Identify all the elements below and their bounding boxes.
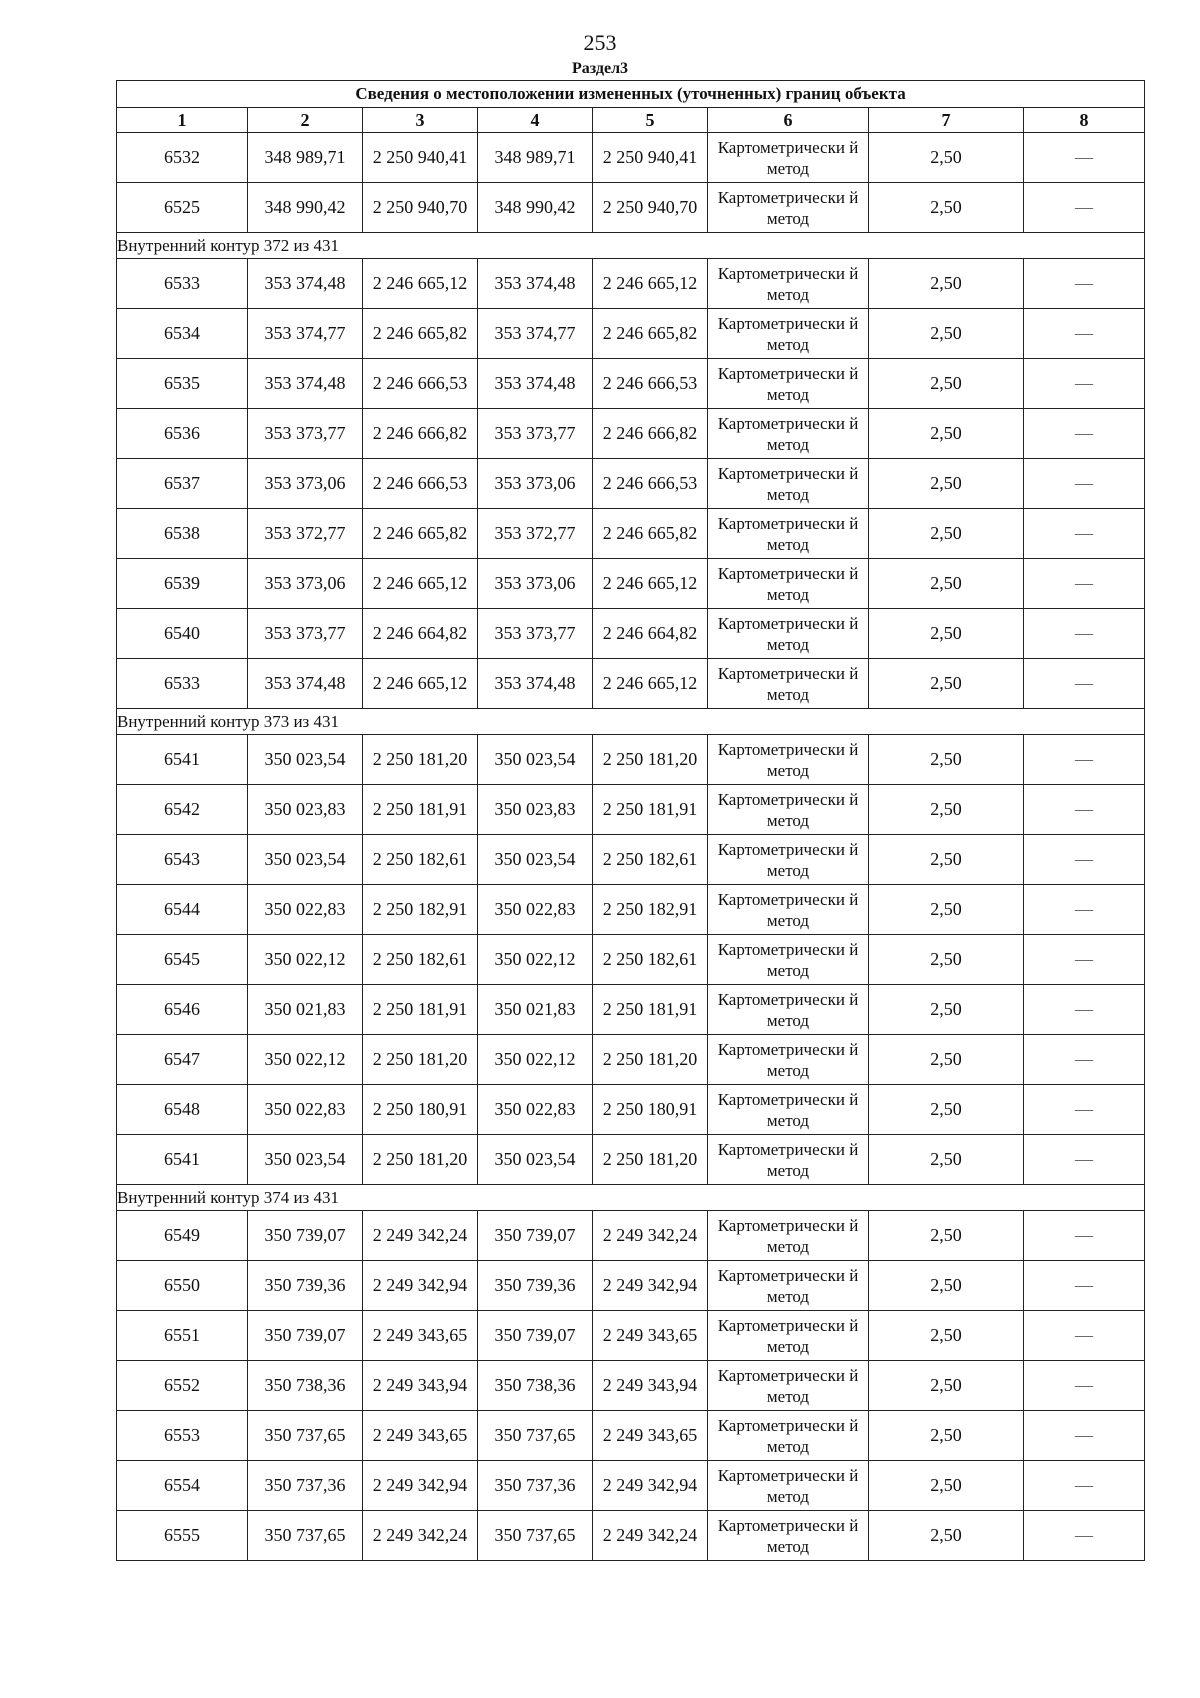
point-number-cell: 6552 xyxy=(117,1361,248,1411)
table-row xyxy=(117,935,1145,985)
table-row xyxy=(117,735,1145,785)
column-header: 7 xyxy=(869,108,1024,133)
column-header: 4 xyxy=(478,108,593,133)
point-number-cell: 6544 xyxy=(117,885,248,935)
x-coord-new-cell: 350 023,54 xyxy=(478,835,593,885)
x-coord-old-cell: 350 023,54 xyxy=(248,1135,363,1185)
x-coord-new-cell: 350 022,12 xyxy=(478,935,593,985)
y-coord-new-cell: 2 250 181,20 xyxy=(593,1035,708,1085)
y-coord-old-cell: 2 249 342,94 xyxy=(363,1461,478,1511)
table-row xyxy=(117,1411,1145,1461)
point-number-cell: 6535 xyxy=(117,359,248,409)
y-coord-old-cell: 2 246 665,82 xyxy=(363,509,478,559)
method-cell: Картометрически й метод xyxy=(708,609,869,659)
point-number-cell: 6537 xyxy=(117,459,248,509)
table-row xyxy=(117,259,1145,309)
x-coord-new-cell: 353 373,06 xyxy=(478,459,593,509)
method-cell: Картометрически й метод xyxy=(708,1311,869,1361)
table-row xyxy=(117,985,1145,1035)
x-coord-old-cell: 350 023,54 xyxy=(248,735,363,785)
description-cell: — xyxy=(1024,785,1145,835)
description-cell: — xyxy=(1024,1135,1145,1185)
y-coord-old-cell: 2 250 181,20 xyxy=(363,1035,478,1085)
method-cell: Картометрически й метод xyxy=(708,559,869,609)
accuracy-cell: 2,50 xyxy=(869,359,1024,409)
x-coord-old-cell: 353 373,06 xyxy=(248,459,363,509)
y-coord-new-cell: 2 250 940,70 xyxy=(593,183,708,233)
accuracy-cell: 2,50 xyxy=(869,1085,1024,1135)
point-number-cell: 6549 xyxy=(117,1211,248,1261)
x-coord-new-cell: 350 021,83 xyxy=(478,985,593,1035)
x-coord-new-cell: 353 373,06 xyxy=(478,559,593,609)
x-coord-old-cell: 350 739,07 xyxy=(248,1211,363,1261)
y-coord-new-cell: 2 249 343,65 xyxy=(593,1411,708,1461)
x-coord-new-cell: 353 374,48 xyxy=(478,359,593,409)
x-coord-old-cell: 350 022,83 xyxy=(248,885,363,935)
table-caption-row xyxy=(117,81,1145,108)
contour-header-row xyxy=(117,709,1145,735)
x-coord-new-cell: 350 739,36 xyxy=(478,1261,593,1311)
description-cell: — xyxy=(1024,1361,1145,1411)
description-cell: — xyxy=(1024,1085,1145,1135)
description-cell: — xyxy=(1024,359,1145,409)
table-row xyxy=(117,1135,1145,1185)
table-row xyxy=(117,509,1145,559)
description-cell: — xyxy=(1024,559,1145,609)
y-coord-old-cell: 2 246 665,12 xyxy=(363,559,478,609)
accuracy-cell: 2,50 xyxy=(869,1211,1024,1261)
table-row xyxy=(117,559,1145,609)
point-number-cell: 6532 xyxy=(117,133,248,183)
point-number-cell: 6542 xyxy=(117,785,248,835)
table-caption: Сведения о местоположении измененных (уточненных) границ объекта xyxy=(117,81,1145,108)
section-title: Раздел3 xyxy=(571,60,629,77)
accuracy-cell: 2,50 xyxy=(869,183,1024,233)
y-coord-new-cell: 2 249 342,94 xyxy=(593,1261,708,1311)
accuracy-cell: 2,50 xyxy=(869,659,1024,709)
description-cell: — xyxy=(1024,985,1145,1035)
column-header: 5 xyxy=(593,108,708,133)
accuracy-cell: 2,50 xyxy=(869,785,1024,835)
y-coord-new-cell: 2 246 666,53 xyxy=(593,359,708,409)
y-coord-new-cell: 2 246 665,12 xyxy=(593,259,708,309)
contour-header-row xyxy=(117,1185,1145,1211)
description-cell: — xyxy=(1024,659,1145,709)
accuracy-cell: 2,50 xyxy=(869,985,1024,1035)
y-coord-old-cell: 2 250 180,91 xyxy=(363,1085,478,1135)
y-coord-old-cell: 2 249 342,24 xyxy=(363,1211,478,1261)
y-coord-old-cell: 2 250 182,61 xyxy=(363,935,478,985)
method-cell: Картометрически й метод xyxy=(708,133,869,183)
x-coord-old-cell: 353 374,48 xyxy=(248,359,363,409)
table-row xyxy=(117,1211,1145,1261)
y-coord-old-cell: 2 250 940,41 xyxy=(363,133,478,183)
accuracy-cell: 2,50 xyxy=(869,1035,1024,1085)
point-number-cell: 6541 xyxy=(117,1135,248,1185)
table-row xyxy=(117,409,1145,459)
method-cell: Картометрически й метод xyxy=(708,259,869,309)
x-coord-new-cell: 348 990,42 xyxy=(478,183,593,233)
contour-header-row xyxy=(117,233,1145,259)
point-number-cell: 6555 xyxy=(117,1511,248,1561)
y-coord-old-cell: 2 250 181,20 xyxy=(363,1135,478,1185)
y-coord-new-cell: 2 249 343,65 xyxy=(593,1311,708,1361)
y-coord-old-cell: 2 250 181,20 xyxy=(363,735,478,785)
y-coord-old-cell: 2 250 181,91 xyxy=(363,785,478,835)
point-number-cell: 6554 xyxy=(117,1461,248,1511)
contour-label: Внутренний контур 372 из 431 xyxy=(117,233,1145,259)
x-coord-old-cell: 350 739,36 xyxy=(248,1261,363,1311)
x-coord-new-cell: 350 738,36 xyxy=(478,1361,593,1411)
x-coord-old-cell: 350 738,36 xyxy=(248,1361,363,1411)
accuracy-cell: 2,50 xyxy=(869,1311,1024,1361)
x-coord-old-cell: 353 373,77 xyxy=(248,409,363,459)
x-coord-new-cell: 350 737,36 xyxy=(478,1461,593,1511)
description-cell: — xyxy=(1024,1035,1145,1085)
accuracy-cell: 2,50 xyxy=(869,735,1024,785)
description-cell: — xyxy=(1024,1261,1145,1311)
x-coord-old-cell: 350 023,54 xyxy=(248,835,363,885)
x-coord-new-cell: 350 023,54 xyxy=(478,735,593,785)
point-number-cell: 6541 xyxy=(117,735,248,785)
y-coord-new-cell: 2 246 665,12 xyxy=(593,559,708,609)
x-coord-new-cell: 350 739,07 xyxy=(478,1211,593,1261)
method-cell: Картометрически й метод xyxy=(708,359,869,409)
y-coord-new-cell: 2 249 342,24 xyxy=(593,1511,708,1561)
x-coord-old-cell: 348 990,42 xyxy=(248,183,363,233)
x-coord-new-cell: 350 022,83 xyxy=(478,1085,593,1135)
table-row xyxy=(117,1361,1145,1411)
point-number-cell: 6533 xyxy=(117,259,248,309)
table-row xyxy=(117,359,1145,409)
table-row xyxy=(117,1035,1145,1085)
page-number: 253 xyxy=(583,30,617,55)
y-coord-new-cell: 2 246 666,53 xyxy=(593,459,708,509)
accuracy-cell: 2,50 xyxy=(869,459,1024,509)
x-coord-old-cell: 353 374,48 xyxy=(248,659,363,709)
method-cell: Картометрически й метод xyxy=(708,1361,869,1411)
x-coord-old-cell: 353 373,77 xyxy=(248,609,363,659)
table-row xyxy=(117,835,1145,885)
description-cell: — xyxy=(1024,183,1145,233)
y-coord-new-cell: 2 250 181,20 xyxy=(593,735,708,785)
description-cell: — xyxy=(1024,1311,1145,1361)
accuracy-cell: 2,50 xyxy=(869,133,1024,183)
point-number-cell: 6540 xyxy=(117,609,248,659)
y-coord-new-cell: 2 249 342,24 xyxy=(593,1211,708,1261)
method-cell: Картометрически й метод xyxy=(708,309,869,359)
accuracy-cell: 2,50 xyxy=(869,1261,1024,1311)
description-cell: — xyxy=(1024,409,1145,459)
y-coord-new-cell: 2 250 181,91 xyxy=(593,985,708,1035)
y-coord-new-cell: 2 246 666,82 xyxy=(593,409,708,459)
accuracy-cell: 2,50 xyxy=(869,935,1024,985)
accuracy-cell: 2,50 xyxy=(869,1135,1024,1185)
x-coord-new-cell: 353 373,77 xyxy=(478,409,593,459)
column-header: 1 xyxy=(117,108,248,133)
y-coord-new-cell: 2 250 182,91 xyxy=(593,885,708,935)
table-row xyxy=(117,133,1145,183)
method-cell: Картометрически й метод xyxy=(708,935,869,985)
description-cell: — xyxy=(1024,309,1145,359)
y-coord-new-cell: 2 249 343,94 xyxy=(593,1361,708,1411)
column-header: 8 xyxy=(1024,108,1145,133)
table-row xyxy=(117,1085,1145,1135)
x-coord-new-cell: 350 023,54 xyxy=(478,1135,593,1185)
description-cell: — xyxy=(1024,835,1145,885)
description-cell: — xyxy=(1024,1211,1145,1261)
point-number-cell: 6547 xyxy=(117,1035,248,1085)
description-cell: — xyxy=(1024,1511,1145,1561)
method-cell: Картометрически й метод xyxy=(708,785,869,835)
y-coord-old-cell: 2 250 940,70 xyxy=(363,183,478,233)
x-coord-old-cell: 350 739,07 xyxy=(248,1311,363,1361)
table-row xyxy=(117,1261,1145,1311)
point-number-cell: 6543 xyxy=(117,835,248,885)
y-coord-old-cell: 2 246 666,53 xyxy=(363,359,478,409)
table-row xyxy=(117,1311,1145,1361)
x-coord-old-cell: 353 374,77 xyxy=(248,309,363,359)
y-coord-new-cell: 2 246 665,82 xyxy=(593,309,708,359)
point-number-cell: 6539 xyxy=(117,559,248,609)
x-coord-old-cell: 350 022,12 xyxy=(248,1035,363,1085)
x-coord-old-cell: 350 022,12 xyxy=(248,935,363,985)
accuracy-cell: 2,50 xyxy=(869,259,1024,309)
x-coord-old-cell: 350 737,36 xyxy=(248,1461,363,1511)
description-cell: — xyxy=(1024,459,1145,509)
y-coord-old-cell: 2 250 182,91 xyxy=(363,885,478,935)
contour-label: Внутренний контур 373 из 431 xyxy=(117,709,1145,735)
y-coord-old-cell: 2 249 343,94 xyxy=(363,1361,478,1411)
y-coord-old-cell: 2 249 343,65 xyxy=(363,1311,478,1361)
description-cell: — xyxy=(1024,133,1145,183)
x-coord-new-cell: 350 022,83 xyxy=(478,885,593,935)
y-coord-old-cell: 2 246 666,53 xyxy=(363,459,478,509)
point-number-cell: 6545 xyxy=(117,935,248,985)
y-coord-new-cell: 2 250 181,20 xyxy=(593,1135,708,1185)
description-cell: — xyxy=(1024,509,1145,559)
point-number-cell: 6525 xyxy=(117,183,248,233)
accuracy-cell: 2,50 xyxy=(869,559,1024,609)
table-row xyxy=(117,459,1145,509)
description-cell: — xyxy=(1024,1411,1145,1461)
method-cell: Картометрически й метод xyxy=(708,459,869,509)
point-number-cell: 6550 xyxy=(117,1261,248,1311)
accuracy-cell: 2,50 xyxy=(869,609,1024,659)
accuracy-cell: 2,50 xyxy=(869,1361,1024,1411)
method-cell: Картометрически й метод xyxy=(708,1211,869,1261)
method-cell: Картометрически й метод xyxy=(708,1461,869,1511)
x-coord-old-cell: 350 737,65 xyxy=(248,1511,363,1561)
accuracy-cell: 2,50 xyxy=(869,1411,1024,1461)
y-coord-old-cell: 2 246 665,82 xyxy=(363,309,478,359)
point-number-cell: 6534 xyxy=(117,309,248,359)
table-row xyxy=(117,309,1145,359)
y-coord-new-cell: 2 250 180,91 xyxy=(593,1085,708,1135)
y-coord-new-cell: 2 246 665,82 xyxy=(593,509,708,559)
x-coord-new-cell: 350 737,65 xyxy=(478,1511,593,1561)
method-cell: Картометрически й метод xyxy=(708,409,869,459)
method-cell: Картометрически й метод xyxy=(708,1035,869,1085)
accuracy-cell: 2,50 xyxy=(869,835,1024,885)
x-coord-new-cell: 350 022,12 xyxy=(478,1035,593,1085)
x-coord-new-cell: 350 737,65 xyxy=(478,1411,593,1461)
column-header: 2 xyxy=(248,108,363,133)
method-cell: Картометрически й метод xyxy=(708,1085,869,1135)
accuracy-cell: 2,50 xyxy=(869,885,1024,935)
table-row xyxy=(117,609,1145,659)
y-coord-new-cell: 2 249 342,94 xyxy=(593,1461,708,1511)
point-number-cell: 6546 xyxy=(117,985,248,1035)
accuracy-cell: 2,50 xyxy=(869,509,1024,559)
point-number-cell: 6538 xyxy=(117,509,248,559)
x-coord-old-cell: 353 373,06 xyxy=(248,559,363,609)
x-coord-old-cell: 350 022,83 xyxy=(248,1085,363,1135)
x-coord-new-cell: 353 374,77 xyxy=(478,309,593,359)
accuracy-cell: 2,50 xyxy=(869,409,1024,459)
method-cell: Картометрически й метод xyxy=(708,183,869,233)
y-coord-new-cell: 2 250 940,41 xyxy=(593,133,708,183)
y-coord-old-cell: 2 246 665,12 xyxy=(363,259,478,309)
point-number-cell: 6536 xyxy=(117,409,248,459)
description-cell: — xyxy=(1024,885,1145,935)
y-coord-old-cell: 2 246 666,82 xyxy=(363,409,478,459)
boundary-table xyxy=(116,80,1145,1561)
column-header: 3 xyxy=(363,108,478,133)
x-coord-old-cell: 350 021,83 xyxy=(248,985,363,1035)
point-number-cell: 6548 xyxy=(117,1085,248,1135)
x-coord-new-cell: 353 372,77 xyxy=(478,509,593,559)
y-coord-old-cell: 2 249 343,65 xyxy=(363,1411,478,1461)
y-coord-old-cell: 2 249 342,24 xyxy=(363,1511,478,1561)
method-cell: Картометрически й метод xyxy=(708,1135,869,1185)
y-coord-old-cell: 2 250 182,61 xyxy=(363,835,478,885)
column-header: 6 xyxy=(708,108,869,133)
table-row xyxy=(117,1511,1145,1561)
x-coord-old-cell: 350 023,83 xyxy=(248,785,363,835)
method-cell: Картометрически й метод xyxy=(708,835,869,885)
table-row xyxy=(117,885,1145,935)
description-cell: — xyxy=(1024,1461,1145,1511)
method-cell: Картометрически й метод xyxy=(708,885,869,935)
point-number-cell: 6551 xyxy=(117,1311,248,1361)
x-coord-new-cell: 350 023,83 xyxy=(478,785,593,835)
description-cell: — xyxy=(1024,935,1145,985)
accuracy-cell: 2,50 xyxy=(869,309,1024,359)
x-coord-old-cell: 353 374,48 xyxy=(248,259,363,309)
y-coord-new-cell: 2 246 664,82 xyxy=(593,609,708,659)
table-row xyxy=(117,785,1145,835)
x-coord-old-cell: 348 989,71 xyxy=(248,133,363,183)
y-coord-new-cell: 2 250 182,61 xyxy=(593,935,708,985)
table-header-row xyxy=(117,108,1145,133)
y-coord-new-cell: 2 250 181,91 xyxy=(593,785,708,835)
y-coord-old-cell: 2 250 181,91 xyxy=(363,985,478,1035)
method-cell: Картометрически й метод xyxy=(708,985,869,1035)
table-row xyxy=(117,659,1145,709)
table-row xyxy=(117,1461,1145,1511)
x-coord-new-cell: 353 374,48 xyxy=(478,659,593,709)
y-coord-new-cell: 2 250 182,61 xyxy=(593,835,708,885)
description-cell: — xyxy=(1024,259,1145,309)
method-cell: Картометрически й метод xyxy=(708,659,869,709)
table-row xyxy=(117,183,1145,233)
method-cell: Картометрически й метод xyxy=(708,509,869,559)
point-number-cell: 6533 xyxy=(117,659,248,709)
y-coord-old-cell: 2 249 342,94 xyxy=(363,1261,478,1311)
x-coord-new-cell: 353 374,48 xyxy=(478,259,593,309)
description-cell: — xyxy=(1024,735,1145,785)
x-coord-new-cell: 348 989,71 xyxy=(478,133,593,183)
method-cell: Картометрически й метод xyxy=(708,1261,869,1311)
method-cell: Картометрически й метод xyxy=(708,1511,869,1561)
y-coord-old-cell: 2 246 665,12 xyxy=(363,659,478,709)
point-number-cell: 6553 xyxy=(117,1411,248,1461)
accuracy-cell: 2,50 xyxy=(869,1461,1024,1511)
y-coord-new-cell: 2 246 665,12 xyxy=(593,659,708,709)
x-coord-old-cell: 353 372,77 xyxy=(248,509,363,559)
x-coord-old-cell: 350 737,65 xyxy=(248,1411,363,1461)
y-coord-old-cell: 2 246 664,82 xyxy=(363,609,478,659)
x-coord-new-cell: 353 373,77 xyxy=(478,609,593,659)
contour-label: Внутренний контур 374 из 431 xyxy=(117,1185,1145,1211)
x-coord-new-cell: 350 739,07 xyxy=(478,1311,593,1361)
description-cell: — xyxy=(1024,609,1145,659)
accuracy-cell: 2,50 xyxy=(869,1511,1024,1561)
method-cell: Картометрически й метод xyxy=(708,735,869,785)
method-cell: Картометрически й метод xyxy=(708,1411,869,1461)
